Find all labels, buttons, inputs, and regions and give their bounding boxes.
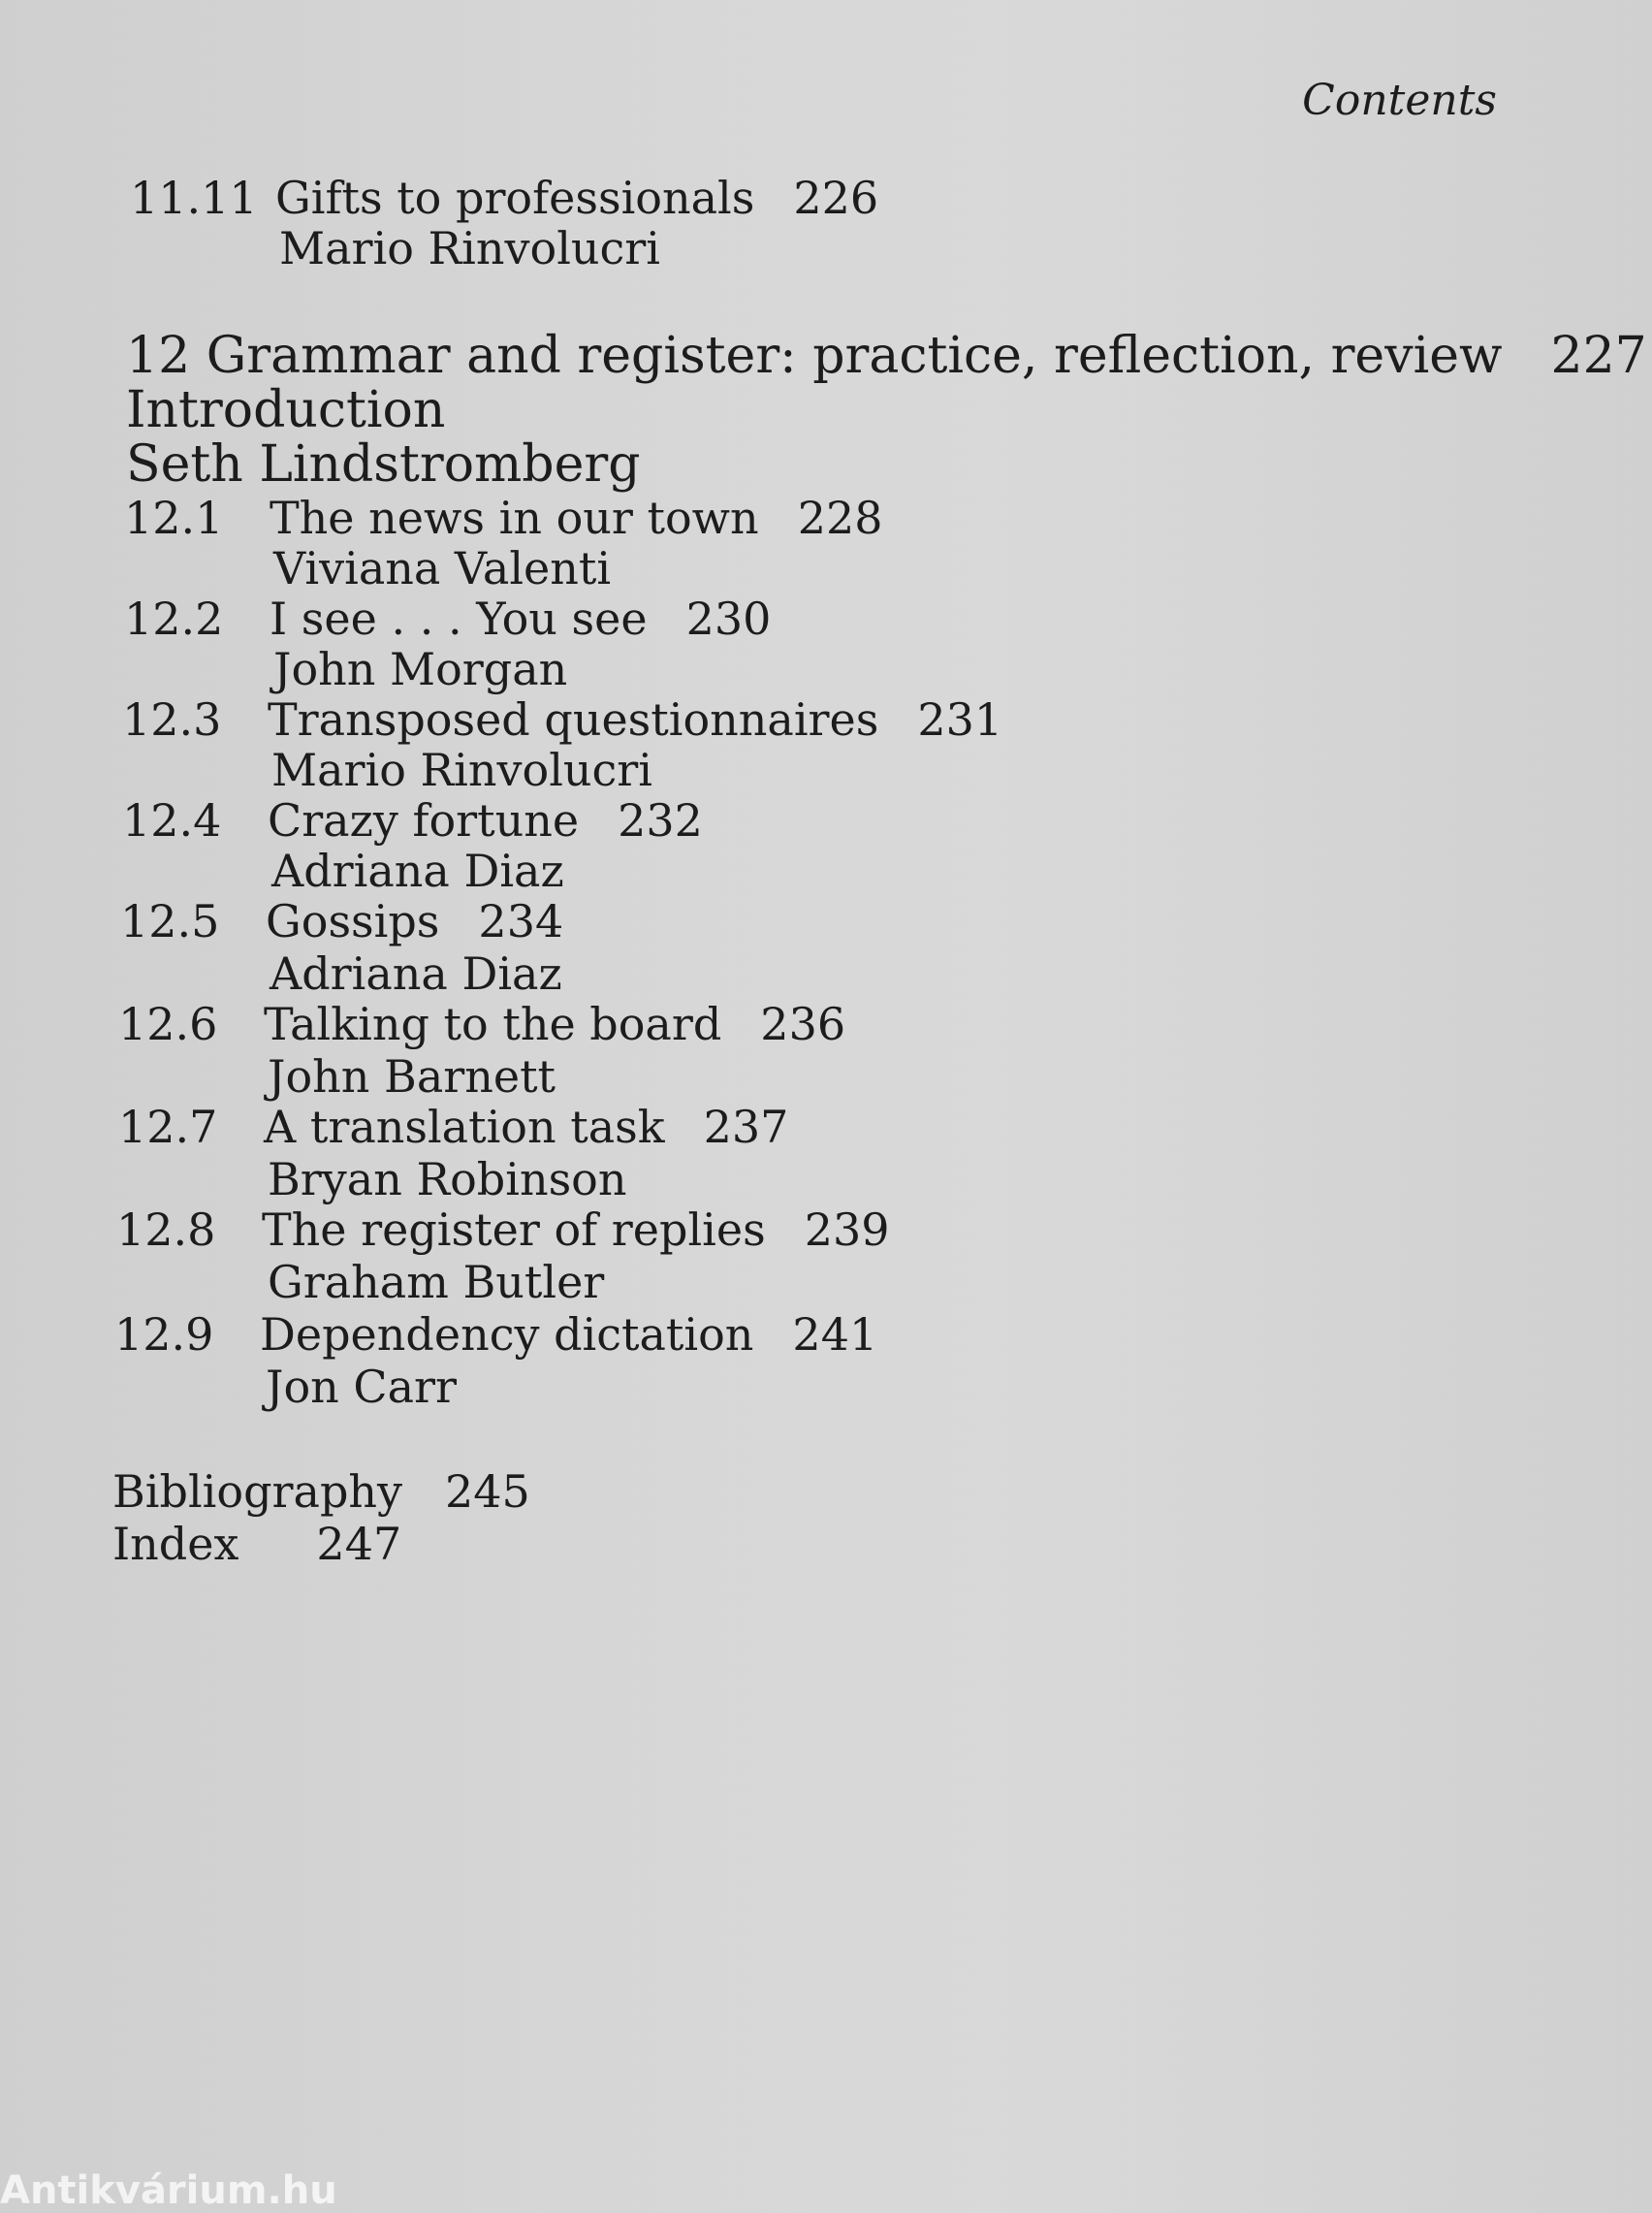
entry-page: 226 [793, 172, 879, 224]
toc-bibliography [112, 1466, 530, 1517]
entry-page: 239 [804, 1203, 890, 1256]
entry-page: 241 [792, 1308, 878, 1361]
toc-entry-11-11 [130, 173, 878, 223]
back-title: Index [112, 1518, 239, 1570]
entry-title: Crazy fortune [268, 794, 580, 847]
toc-entry [124, 493, 883, 543]
toc-entry [124, 593, 771, 644]
entry-author: Mario Rinvolucri [271, 744, 652, 796]
back-page: 247 [316, 1518, 402, 1570]
entry-number: 12.7 [118, 1101, 218, 1153]
entry-author: Graham Butler [268, 1256, 605, 1308]
chapter-intro-author: Seth Lindstromberg [126, 435, 641, 494]
entry-page: 230 [685, 593, 772, 645]
entry-number: 12.8 [116, 1203, 216, 1256]
toc-entry [122, 795, 703, 846]
entry-title: The register of replies [262, 1203, 766, 1256]
toc-entry [122, 694, 1002, 745]
entry-author: Mario Rinvolucri [279, 222, 660, 274]
entry-number: 12.5 [120, 895, 220, 947]
entry-page: 237 [703, 1101, 789, 1153]
entry-number: 12.4 [122, 794, 222, 847]
entry-title: Gifts to professionals [275, 172, 755, 224]
entry-number: 12.2 [124, 593, 224, 645]
toc-entry [116, 1204, 890, 1255]
entry-number: 12.1 [124, 492, 224, 544]
back-title: Bibliography [112, 1465, 402, 1518]
entry-title: The news in our town [270, 492, 759, 544]
entry-author: Adriana Diaz [270, 947, 562, 1000]
entry-author: John Morgan [273, 643, 568, 695]
entry-title: I see . . . You see [270, 593, 648, 645]
entry-page: 228 [797, 492, 883, 544]
toc-entry [114, 1309, 877, 1360]
entry-number: 12.3 [122, 693, 222, 746]
entry-number: 12.9 [114, 1308, 214, 1361]
toc-entry [120, 896, 563, 946]
toc-entry [118, 1102, 788, 1152]
chapter-page: 227 [1550, 327, 1647, 385]
entry-title: A translation task [264, 1101, 665, 1153]
entry-author: Bryan Robinson [268, 1153, 627, 1205]
entry-number: 11.11 [130, 172, 258, 224]
entry-title: Talking to the board [264, 998, 722, 1050]
chapter-title: 12 Grammar and register: practice, reflection, review [126, 327, 1503, 385]
entry-page: 234 [478, 895, 564, 947]
entry-author: Viviana Valenti [273, 542, 612, 594]
back-page: 245 [445, 1465, 530, 1518]
entry-author: John Barnett [268, 1050, 556, 1103]
entry-number: 12.6 [118, 998, 218, 1050]
chapter-intro-label: Introduction [126, 381, 446, 439]
watermark: Antikvárium.hu [0, 2168, 337, 2213]
entry-title: Gossips [266, 895, 440, 947]
toc-entry [118, 999, 845, 1049]
entry-page: 231 [917, 693, 1003, 746]
entry-page: 232 [618, 794, 703, 847]
entry-title: Dependency dictation [260, 1308, 754, 1361]
entry-title: Transposed questionnaires [268, 693, 879, 746]
chapter-heading [126, 328, 1647, 384]
entry-page: 236 [760, 998, 846, 1050]
running-header: Contents [1302, 76, 1497, 125]
entry-author: Adriana Diaz [271, 845, 564, 897]
toc-index [112, 1519, 401, 1569]
entry-author: Jon Carr [266, 1361, 457, 1413]
